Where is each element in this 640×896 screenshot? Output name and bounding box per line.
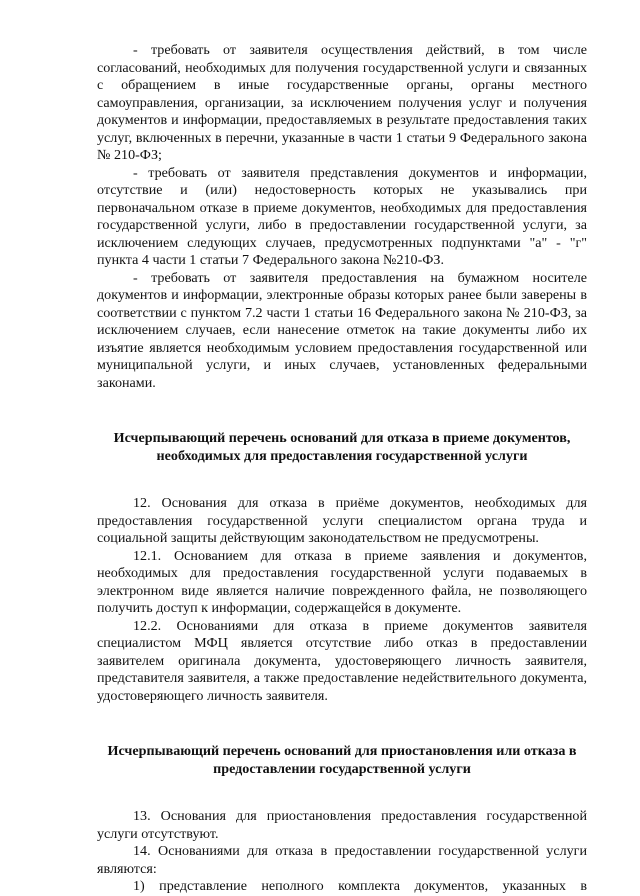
heading-line: предоставлении государственной услуги: [213, 761, 471, 777]
paragraph-13: 13. Основания для приостановления предоставления государственной услуги отсутствуют.: [97, 808, 587, 842]
spacer: [97, 705, 587, 742]
paragraph-12: 12. Основания для отказа в приёме документов, необходимых для предоставления государственной услуги специалистом органа труда и социальной защиты действующим законодательством не предусмотрены.: [97, 495, 587, 546]
document-page: [97, 42, 587, 896]
paragraph-12-1: 12.1. Основанием для отказа в приеме заявления и документов, необходимых для предоставления государственной услуги подаваемых в электронном виде является наличие поврежденного файла, не позволяющего получить доступ к информации, содержащейся в документе.: [97, 547, 587, 616]
paragraph-12-2: 12.2. Основаниями для отказа в приеме документов заявителя специалистом МФЦ является отсутствие либо отказ в предоставлении заявителем оригинала документа, удостоверяющего личность заявителя, представителя заявителя, а также предоставление недействительного документа, удостоверяющего личность заявителя.: [97, 617, 587, 704]
spacer: [97, 392, 587, 429]
heading-line: Исчерпывающий перечень оснований для отказа в приеме документов,: [113, 430, 571, 446]
heading-line: Исчерпывающий перечень оснований для приостановления или отказа в: [107, 743, 577, 759]
spacer: [97, 465, 587, 495]
spacer: [97, 778, 587, 808]
paragraph-14: 14. Основаниями для отказа в предоставлении государственной услуги являются:: [97, 843, 587, 877]
section-heading-refusal-acceptance: [97, 429, 587, 465]
heading-line: необходимых для предоставления государственной услуги: [156, 448, 528, 464]
list-item-requirement-1: - требовать от заявителя осуществления действий, в том числе согласований, необходимых для получения государственной услуги и связанных с обращением в иные государственные органы, органы местного самоуправления, организации, за исключением получения услуг и получения документов и информации, предоставляемых в результате предоставления таких услуг, включенных в перечни, указанные в части 1 статьи 9 Федерального закона № 210-ФЗ;: [97, 42, 587, 163]
paragraph-14-1: 1) представление неполного комплекта документов, указанных в: [133, 878, 587, 894]
list-item-requirement-2: - требовать от заявителя представления документов и информации, отсутствие и (или) недостоверность которых не указывались при первоначальном отказе в приеме документов, необходимых для предоставления государственной услуги, либо в предоставлении государственной услуги, за исключением следующих случаев, предусмотренных подпунктами "а" - "г" пункта 4 части 1 статьи 7 Федерального закона №210-ФЗ.: [97, 164, 587, 268]
section-heading-suspension-refusal: [97, 742, 587, 778]
list-item-requirement-3: - требовать от заявителя предоставления на бумажном носителе документов и информации, электронные образы которых ранее были заверены в соответствии с пунктом 7.2 части 1 статьи 16 Федерального закона № 210-ФЗ, за исключением случаев, если нанесение отметок на такие документы либо их изъятие является необходимым условием предоставления государственной или муниципальной услуги, и иных случаев, установленных федеральными законами.: [97, 269, 587, 391]
